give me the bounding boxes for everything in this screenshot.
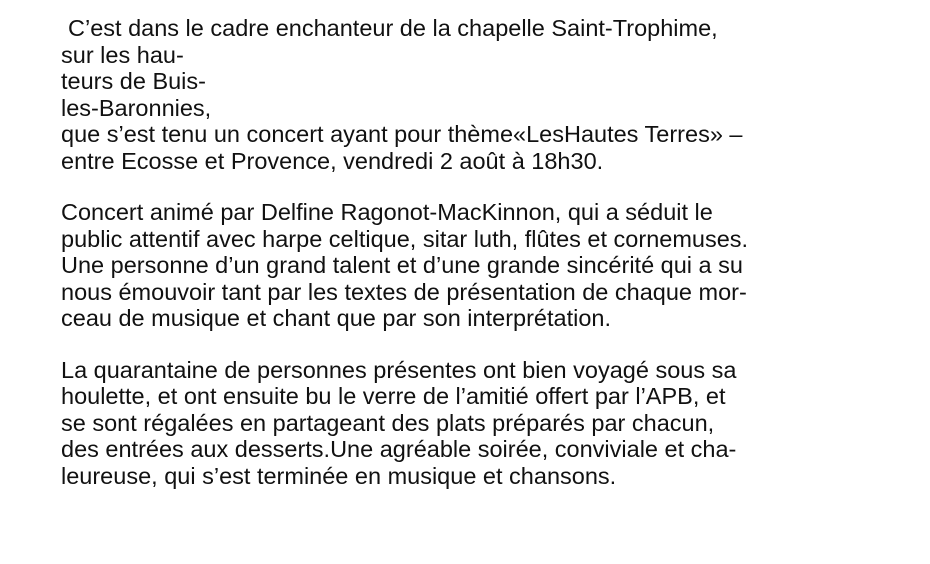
text-line: Une personne d’un grand talent et d’une grande sincérité qui a su (61, 252, 743, 278)
text-line: teurs de Buis- (61, 68, 206, 94)
paragraph-1 (61, 15, 921, 174)
text-line: Concert animé par Delfine Ragonot-MacKinnon, qui a séduit le (61, 199, 713, 225)
text-line: ceau de musique et chant que par son interprétation. (61, 305, 612, 331)
text-line: entre Ecosse et Provence, vendredi 2 août à 18h30. (61, 147, 604, 174)
text-line: houlette, et ont ensuite bu le verre de l’amitié offert par l’APB, et (61, 383, 726, 409)
text-line: public attentif avec harpe celtique, sitar luth, flûtes et cornemuses. (61, 225, 749, 252)
text-line: que s’est tenu un concert ayant pour thème«LesHautes Terres» – (61, 121, 743, 147)
text-line: La quarantaine de personnes présentes ont bien voyagé sous sa (61, 356, 737, 383)
text-line: leureuse, qui s’est terminée en musique et chansons. (61, 462, 617, 489)
text-line: C’est dans le cadre enchanteur de la chapelle Saint-Trophime, (68, 15, 718, 41)
text-line: se sont régalées en partageant des plats préparés par chacun, (61, 409, 715, 436)
paragraph-3 (61, 357, 921, 490)
paragraph-2 (61, 199, 921, 332)
text-line: nous émouvoir tant par les textes de présentation de chaque mor- (61, 278, 747, 305)
text-line: les-Baronnies, (61, 94, 212, 121)
text-line: des entrées aux desserts.Une agréable soirée, conviviale et cha- (61, 436, 737, 462)
document-body (61, 15, 921, 489)
text-line: sur les hau- (61, 41, 184, 68)
